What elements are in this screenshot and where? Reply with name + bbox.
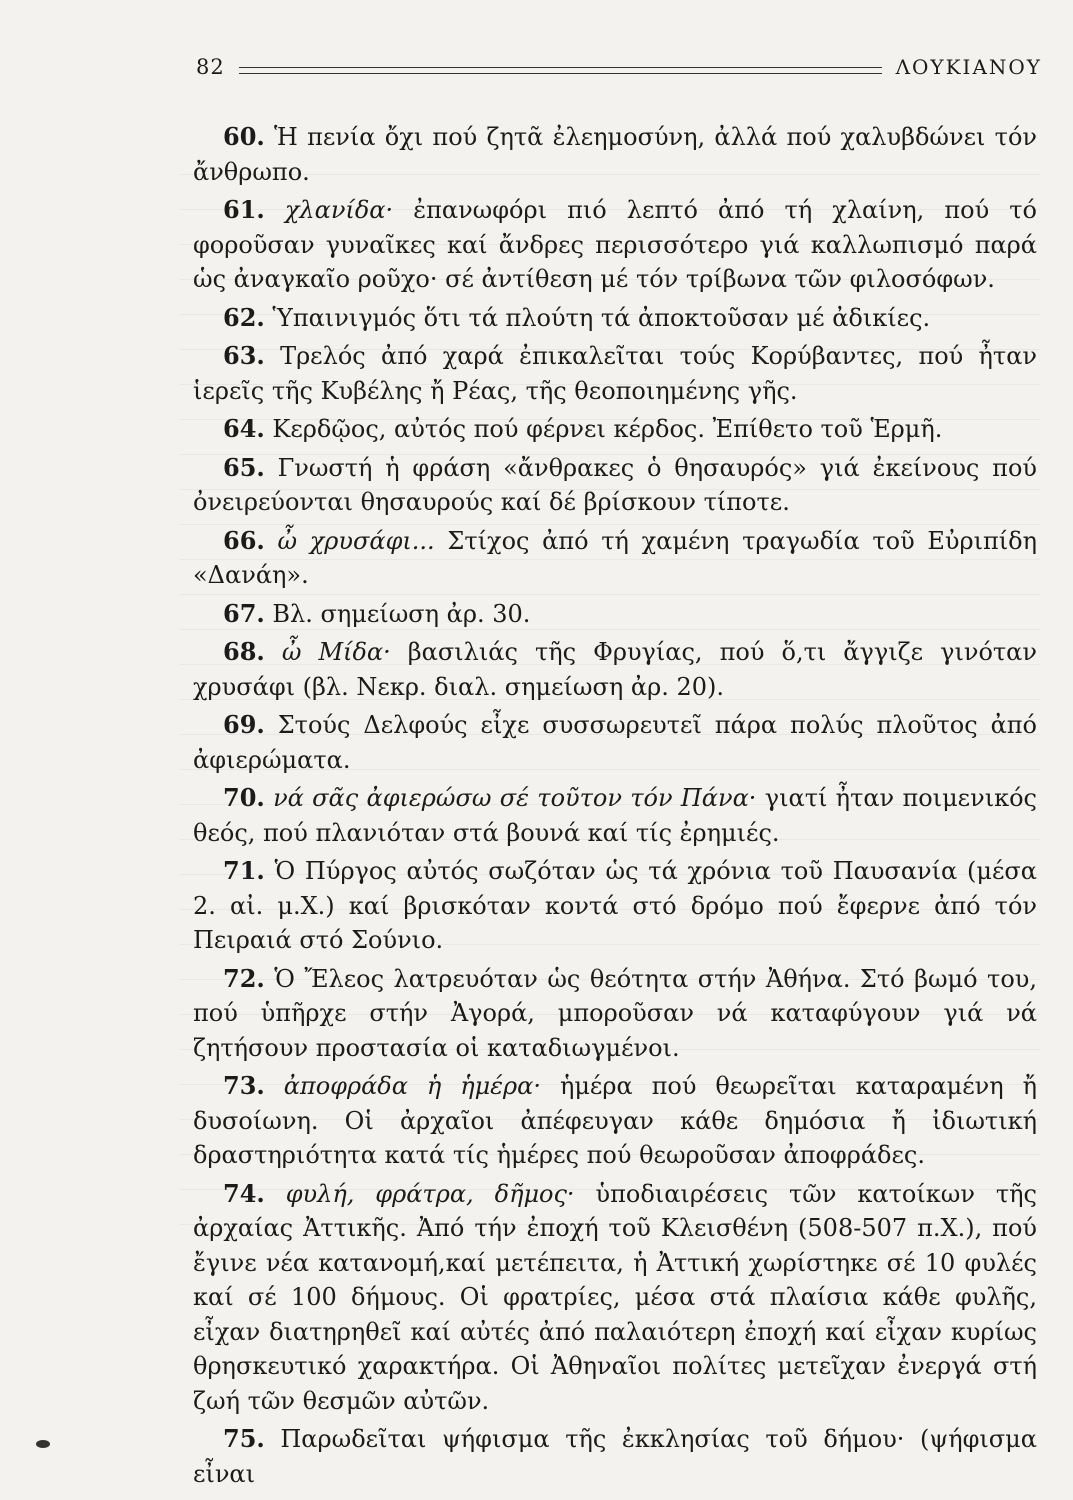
note-number: 64. [223, 414, 265, 443]
note-text: ἡμέρα πού θεωρεῖται καταραμένη ἤ δυσοίωνη. Οἱ ἀρχαῖοι ἀπέφευγαν κάθε δημόσια ἤ ἰδιωτική δραστηριότητα κατά τίς ἡμέρες πού θεωροῦσαν ἀποφράδες. [193, 1072, 1037, 1169]
note-67 [193, 597, 1037, 632]
note-text: Παρωδεῖται ψήφισμα τῆς ἐκκλησίας τοῦ δήμου· (ψήφισμα εἶναι [193, 1425, 1037, 1488]
note-number: 73. [223, 1071, 265, 1100]
note-text: βασιλιάς τῆς Φρυγίας, πού ὅ,τι ἄγγιζε γινόταν χρυσάφι (βλ. Νεκρ. διαλ. σημείωση ἀρ. 20). [193, 638, 1037, 701]
note-69 [193, 708, 1037, 777]
note-text: Βλ. σημείωση ἀρ. 30. [272, 599, 531, 628]
note-term: ὦ χρυσάφι... [277, 526, 435, 555]
note-number: 66. [223, 525, 265, 555]
note-number: 67. [223, 598, 265, 628]
note-number: 62. [223, 302, 265, 332]
note-term: ὦ Μίδα· [281, 638, 391, 666]
note-66 [193, 524, 1037, 593]
note-65 [193, 451, 1037, 520]
note-number: 61. [223, 195, 265, 224]
note-74 [193, 1177, 1037, 1419]
note-75 [193, 1422, 1037, 1491]
note-61 [193, 193, 1037, 297]
note-60 [193, 120, 1037, 189]
note-text: Γνωστή ἡ φράση «ἄνθρακες ὁ θησαυρός» γιά ἐκείνους πού ὀνειρεύονται θησαυρούς καί δέ βρίσκουν τίποτε. [193, 453, 1037, 516]
note-text: ὑποδιαιρέσεις τῶν κατοίκων τῆς ἀρχαίας Ἀττικῆς. Ἀπό τήν ἐποχή τοῦ Κλεισθένη (508-507 π.Χ.), πού ἔγινε νέα κατανομή,καί μετέπειτα, ἡ Ἀττική χωρίστηκε σέ 10 φυλές καί σέ 100 δήμους. Οἱ φρατρίες, μέσα στά πλαίσια κάθε φυλῆς, εἶχαν διατηρηθεῖ καί αὐτές ἀπό παλαιότερη ἐποχή καί εἶχαν κυρίως θρησκευτικό χαρακτήρα. Οἱ Ἀθηναῖοι πολίτες μετεῖχαν ἐνεργά στή ζωή τῶν θεσμῶν αὐτῶν. [193, 1179, 1037, 1415]
note-term: ἀποφράδα ἡ ἡμέρα· [283, 1072, 541, 1100]
note-term: χλανίδα· [284, 196, 394, 224]
note-text: Ὑπαινιγμός ὅτι τά πλούτη τά ἀποκτοῦσαν μέ ἀδικίες. [272, 303, 931, 332]
note-text: Ὁ Ἔλεος λατρευόταν ὡς θεότητα στήν Ἀθήνα. Στό βωμό του, πού ὑπῆρχε στήν Ἀγορά, μποροῦσαν νά καταφύγουν γιά νά ζητήσουν προστασία οἱ καταδιωγμένοι. [193, 964, 1037, 1062]
note-70 [193, 781, 1037, 850]
note-text: γιατί ἦταν ποιμενικός θεός, πού πλανιόταν στά βουνά καί τίς ἐρημιές. [193, 784, 1037, 847]
note-number: 69. [223, 710, 265, 739]
notes-body [193, 120, 1037, 1495]
running-title: ΛΟΥΚΙΑΝΟΥ [895, 55, 1042, 79]
page-number: 82 [196, 55, 225, 79]
note-72 [193, 962, 1037, 1066]
note-number: 68. [223, 637, 265, 666]
note-73 [193, 1069, 1037, 1173]
note-62 [193, 301, 1037, 336]
note-number: 63. [223, 341, 265, 370]
note-64 [193, 412, 1037, 447]
note-number: 60. [223, 122, 265, 151]
note-text: ἐπανωφόρι πιό λεπτό ἀπό τή χλαίνη, πού τό φοροῦσαν γυναῖκες καί ἄνδρες περισσότερο γιά καλλωπισμό παρά ὡς ἀναγκαῖο ροῦχο· σέ ἀντίθεση μέ τόν τρίβωνα τῶν φιλοσόφων. [193, 196, 1037, 293]
note-number: 74. [223, 1178, 265, 1208]
note-number: 65. [223, 452, 265, 482]
note-68 [193, 635, 1037, 704]
note-number: 75. [223, 1424, 265, 1453]
header-rule [239, 67, 882, 74]
note-63 [193, 339, 1037, 408]
note-number: 72. [223, 963, 265, 993]
ink-smudge [36, 1440, 50, 1448]
note-term: νά σᾶς ἀφιερώσω σέ τοῦτον τόν Πάνα· [273, 784, 757, 812]
note-text: Τρελός ἀπό χαρά ἐπικαλεῖται τούς Κορύβαντες, πού ἦταν ἱερεῖς τῆς Κυβέλης ἤ Ρέας, τῆς θεοποιημένης γῆς. [193, 342, 1037, 405]
page-header [196, 52, 1042, 82]
note-71 [193, 854, 1037, 958]
note-text: Στίχος ἀπό τή χαμένη τραγωδία τοῦ Εὐριπίδη «Δανάη». [193, 526, 1037, 589]
note-number: 71. [223, 856, 265, 885]
note-text: Στούς Δελφούς εἶχε συσσωρευτεῖ πάρα πολύς πλοῦτος ἀπό ἀφιερώματα. [193, 711, 1037, 774]
note-number: 70. [223, 783, 265, 812]
note-text: Ἡ πενία ὄχι πού ζητᾶ ἐλεημοσύνη, ἀλλά πού χαλυβδώνει τόν ἄνθρωπο. [193, 123, 1037, 186]
note-term: φυλή, φράτρα, δῆμος· [285, 1179, 575, 1208]
note-text: Ὁ Πύργος αὐτός σωζόταν ὡς τά χρόνια τοῦ Παυσανία (μέσα 2. αἰ. μ.Χ.) καί βρισκόταν κοντά στό δρόμο πού ἔφερνε ἀπό τόν Πειραιά στό Σούνιο. [193, 857, 1037, 954]
note-text: Κερδῷος, αὐτός πού φέρνει κέρδος. Ἐπίθετο τοῦ Ἑρμῆ. [272, 415, 943, 443]
